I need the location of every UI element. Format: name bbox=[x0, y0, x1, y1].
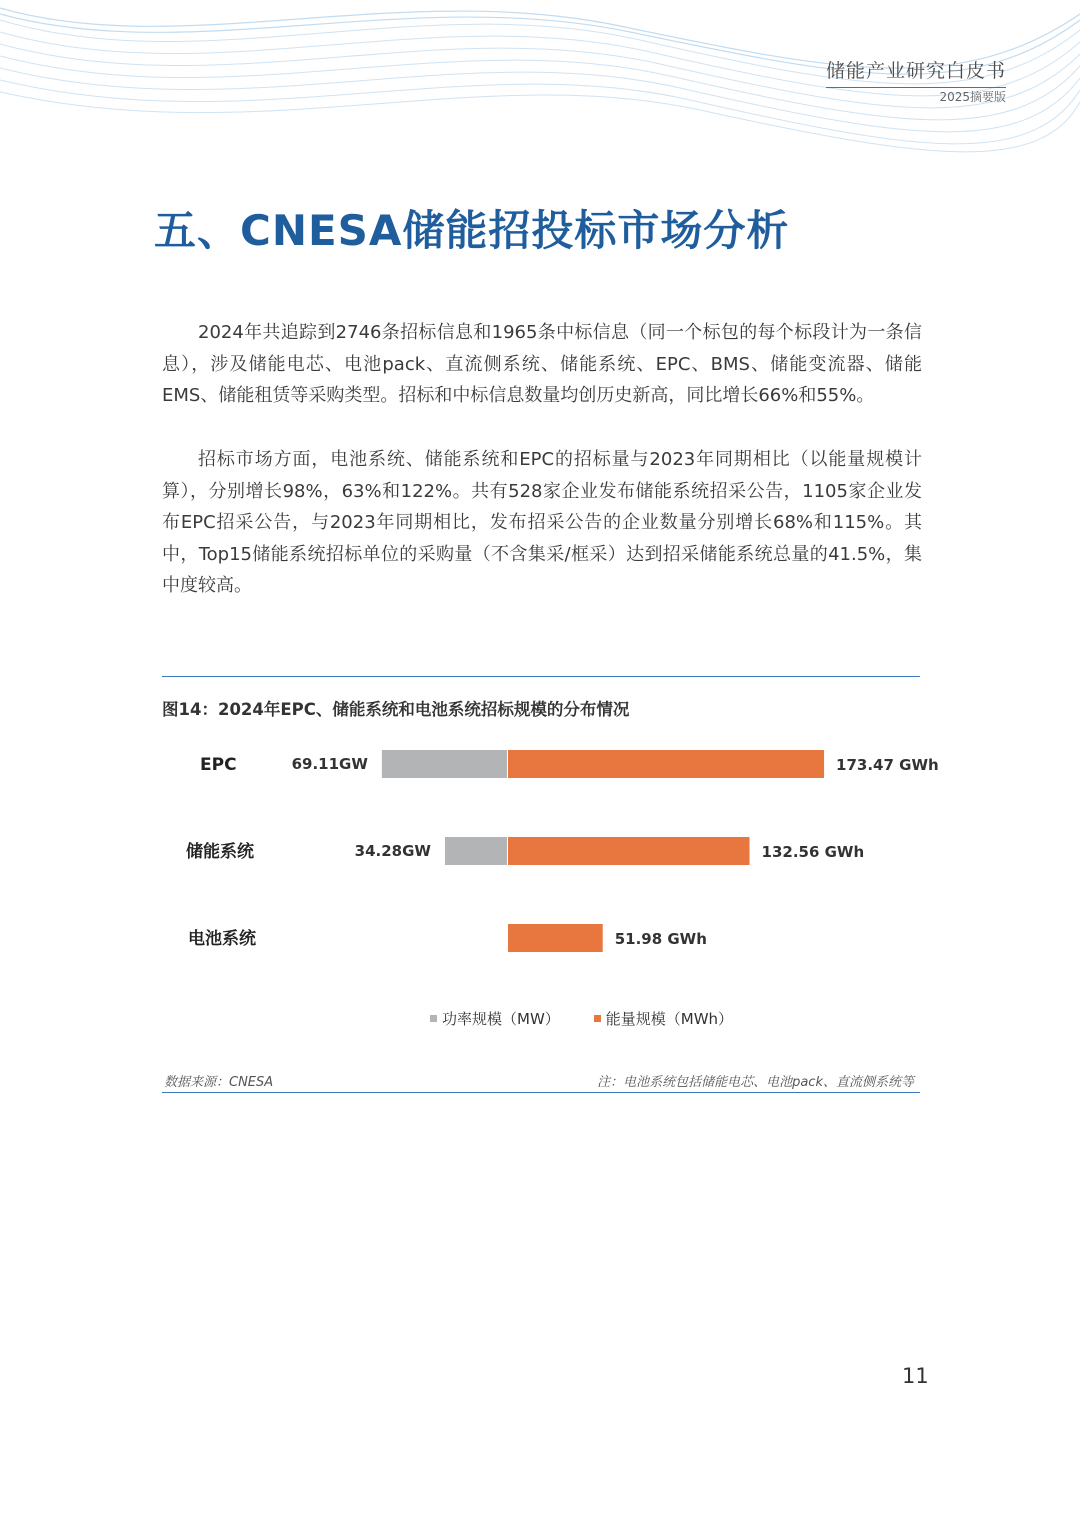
publication-edition: 2025摘要版 bbox=[939, 90, 1006, 104]
energy-value-label-2: 51.98 GWh bbox=[614, 930, 707, 948]
power-value-label-1: 34.28GW bbox=[354, 842, 431, 860]
legend-item-power bbox=[430, 1008, 560, 1029]
publication-title: 储能产业研究白皮书 bbox=[826, 56, 1006, 88]
legend-item-energy bbox=[594, 1008, 733, 1029]
energy-bar-2 bbox=[508, 924, 603, 952]
figure-bottom-rule bbox=[162, 1092, 920, 1093]
body-paragraph-2: 招标市场方面，电池系统、储能系统和EPC的招标量与2023年同期相比（以能量规模计算），分别增长98%，63%和122%。共有528家企业发布储能系统招采公告，1105家企业发布EPC招采公告，与2023年同期相比，发布招采公告的企业数量分别增长68%和115%。其中，Top15储能系统招标单位的采购量（不含集采/框采）达到招采储能系统总量的41.5%，集中度较高。 bbox=[162, 449, 922, 596]
energy-value-label-1: 132.56 GWh bbox=[761, 843, 865, 861]
category-label-1: 储能系统 bbox=[186, 842, 254, 862]
page-number: 11 bbox=[902, 1364, 929, 1388]
legend-swatch-power bbox=[430, 1015, 437, 1022]
legend-label-power: 功率规模（MW） bbox=[442, 1010, 560, 1028]
energy-bar-1 bbox=[508, 837, 750, 865]
category-label-2: 电池系统 bbox=[188, 929, 256, 949]
legend-swatch-energy bbox=[594, 1015, 601, 1022]
energy-value-label-0: 173.47 GWh bbox=[836, 756, 939, 774]
body-paragraph-1: 2024年共追踪到2746条招标信息和1965条中标信息（同一个标包的每个标段计为一条信息），涉及储能电芯、电池pack、直流侧系统、储能系统、EPC、BMS、储能变流器、储能EMS、储能租赁等采购类型。招标和中标信息数量均创历史新高，同比增长66%和55%。 bbox=[162, 322, 922, 406]
figure-top-rule bbox=[162, 676, 920, 677]
data-source: 数据来源：CNESA bbox=[164, 1075, 274, 1090]
power-value-label-0: 69.11GW bbox=[291, 755, 368, 773]
category-label-0: EPC bbox=[200, 755, 237, 775]
energy-bar-0 bbox=[508, 750, 824, 778]
power-bar-1 bbox=[445, 837, 507, 865]
legend-label-energy: 能量规模（MWh） bbox=[605, 1010, 734, 1028]
power-bar-0 bbox=[382, 750, 507, 778]
chart-legend bbox=[430, 1008, 733, 1029]
figure-note: 注：电池系统包括储能电芯、电池pack、直流侧系统等 bbox=[597, 1075, 914, 1090]
figure-caption: 图14：2024年EPC、储能系统和电池系统招标规模的分布情况 bbox=[162, 700, 630, 719]
section-title: 五、CNESA储能招投标市场分析 bbox=[154, 206, 790, 255]
